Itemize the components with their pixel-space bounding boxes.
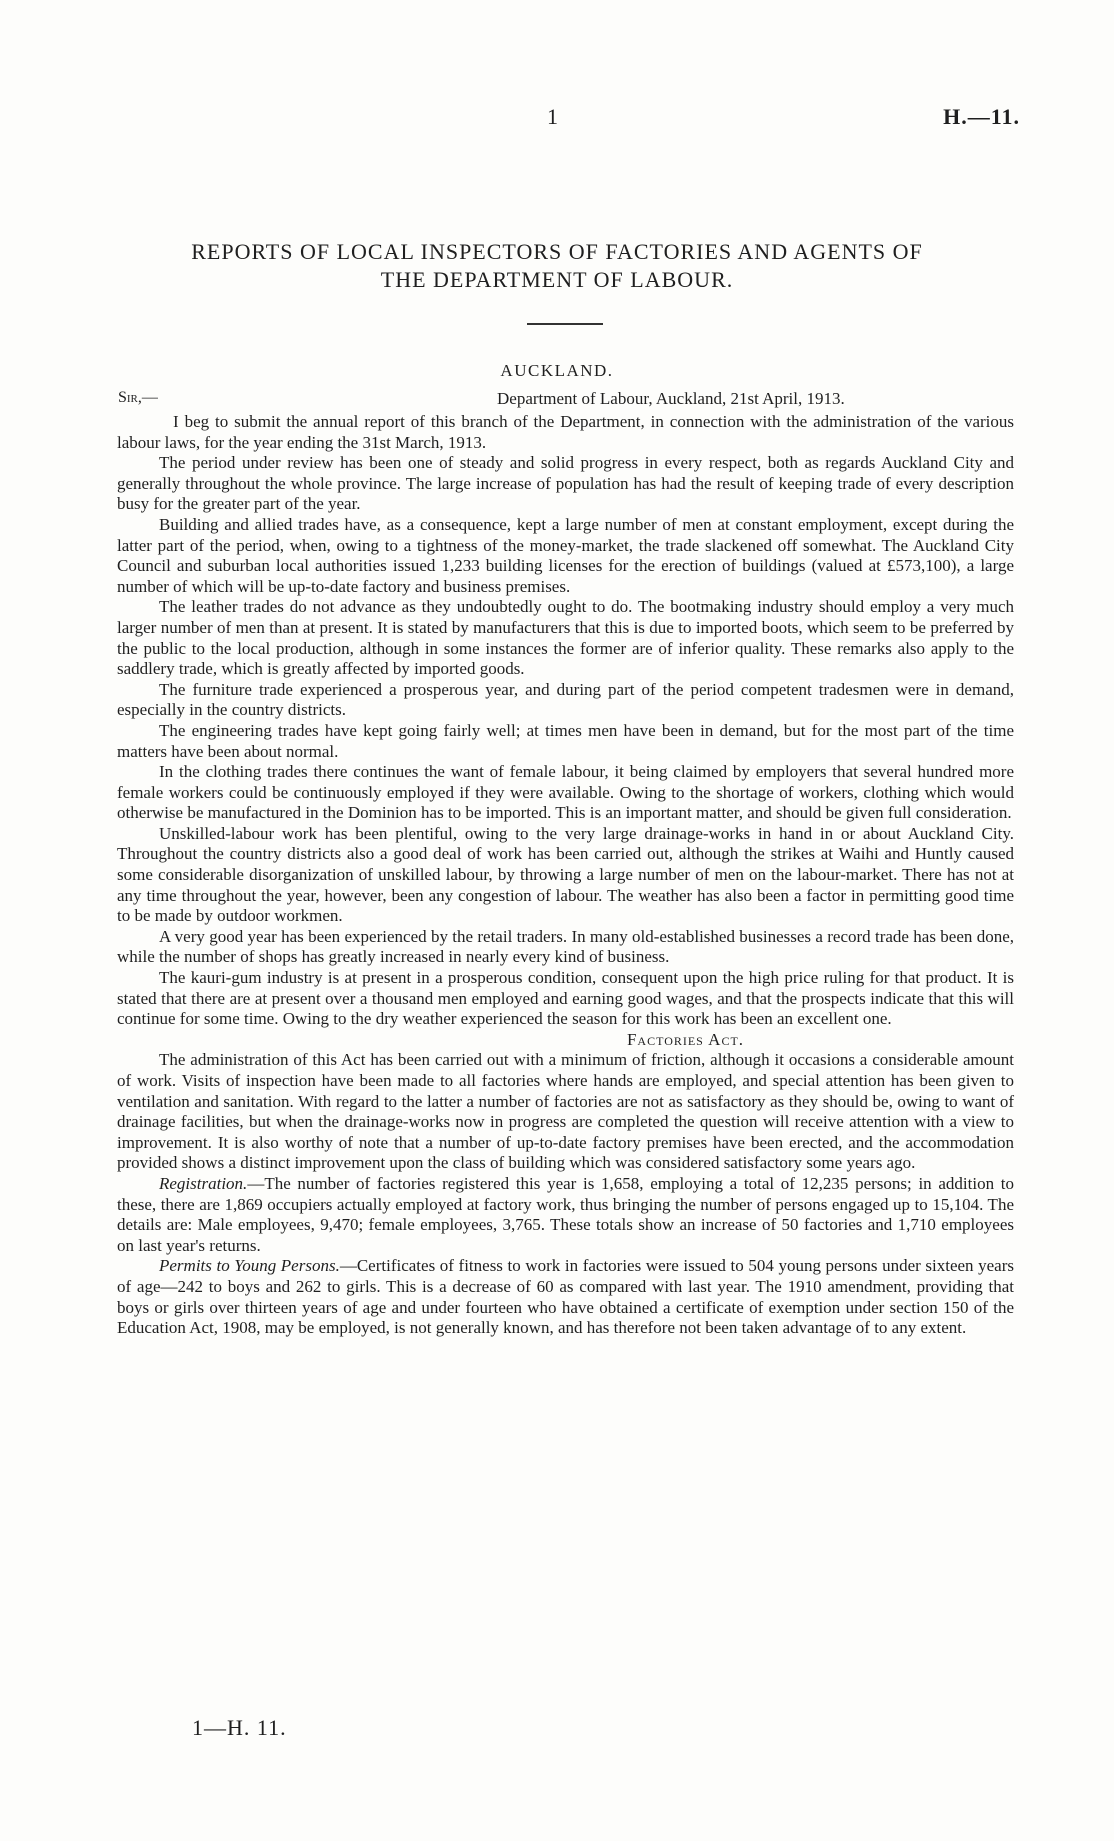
permits-label: Permits to Young Persons. bbox=[159, 1256, 340, 1276]
paragraph: In the clothing trades there continues the want of female labour, it being claimed by employers that several hundred more female workers could be continuously employed if they were available. Owing to the shortage of workers, clothing which would otherwise be manufactured in the Dominion has to be imported. This is an important matter, and should be given full consideration. bbox=[117, 762, 1014, 823]
permits-text: —Certificates of fitness to work in factories were issued to 504 young persons under sixteen years of age—242 to boys and 262 to girls. This is a decrease of 60 as compared with last year. The 1910 amendment, providing that boys or girls over thirteen years of age and under fourteen who have obtained a certificate of exemption under section 150 of the Education Act, 1908, may be employed, is not generally known, and has therefore not been taken advantage of to any extent. bbox=[117, 1256, 1015, 1338]
paragraph: Unskilled-labour work has been plentiful, owing to the very large drainage-works in hand in or about Auckland City. Throughout the country districts also a good deal of work has been carried out, although the strikes at Waihi and Huntly caused some considerable disorganization of unskilled labour, by throwing a large number of men on the labour-market. There has not at any time throughout the year, however, been any congestion of labour. The weather has also been a factor in permitting good time to be made by outdoor workmen. bbox=[117, 823, 1014, 926]
permits-paragraph bbox=[117, 1256, 1014, 1338]
registration-label: Registration. bbox=[159, 1173, 248, 1193]
letter-dateline: Department of Labour, Auckland, 21st April, 1913. bbox=[497, 389, 845, 408]
paragraph: The furniture trade experienced a prosperous year, and during part of the period competent tradesmen were in demand, especially in the country districts. bbox=[117, 679, 1014, 720]
report-title bbox=[100, 238, 1014, 294]
paragraph: Building and allied trades have, as a consequence, kept a large number of men at constant employment, except during the latter part of the period, when, owing to a tightness of the money-market, the trade slackened off somewhat. The Auckland City Council and suburban local authorities issued 1,233 building licenses for the erection of buildings (valued at £573,100), a large number of which will be up-to-date factory and business premises. bbox=[117, 514, 1014, 596]
report-title-line-1: REPORTS OF LOCAL INSPECTORS OF FACTORIES AND AGENTS OF bbox=[191, 239, 923, 264]
paragraph: The engineering trades have kept going fairly well; at times men have been in demand, but for the most part of the time matters have been about normal. bbox=[117, 720, 1014, 761]
paragraph: The period under review has been one of steady and solid progress in every respect, both as regards Auckland City and generally throughout the whole province. The large increase of population has had the result of keeping trade of every description busy for the greater part of the year. bbox=[117, 453, 1014, 514]
paragraph: I beg to submit the annual report of this branch of the Department, in connection with the administration of the various labour laws, for the year ending the 31st March, 1913. bbox=[117, 412, 1014, 452]
registration-paragraph bbox=[117, 1174, 1014, 1256]
signature-mark: 1—H. 11. bbox=[192, 1715, 287, 1740]
title-divider bbox=[527, 323, 603, 325]
report-title-line-2: THE DEPARTMENT OF LABOUR. bbox=[380, 267, 734, 292]
paragraph: A very good year has been experienced by the retail traders. In many old-established businesses a record trade has been done, while the number of shops has greatly increased in nearly every kind of business. bbox=[117, 926, 1014, 967]
registration-text: —The number of factories registered this year is 1,658, employing a total of 12,235 persons; in addition to these, there are 1,869 occupiers actually employed at factory work, thus bringing the number of persons engaged up to 15,104. The details are: Male employees, 9,470; female employees, 3,765. These totals show an increase of 50 factories and 1,710 employees on last year's returns. bbox=[117, 1173, 1014, 1255]
paragraph: The kauri-gum industry is at present in a prosperous condition, consequent upon the high price ruling for that product. It is stated that there are at present over a thousand men employed and earning good wages, and that the prospects indicate that this will continue for some time. Owing to the dry weather experienced the season for this work has been an excellent one. bbox=[117, 968, 1014, 1029]
report-body bbox=[117, 412, 1014, 1339]
page-number: 1 bbox=[547, 104, 558, 129]
section-heading: AUCKLAND. bbox=[500, 361, 614, 380]
letter-salutation: Sir,— bbox=[118, 389, 158, 406]
paragraph: The administration of this Act has been carried out with a minimum of friction, although it occasions a considerable amount of work. Visits of inspection have been made to all factories where hands are employed, and special attention has been given to ventilation and sanitation. With regard to the latter a number of factories are not as satisfactory as they should be, owing to want of drainage facilities, but when the drainage-works now in progress are completed the question will receive attention with a view to improvement. It is also worthy of note that a number of up-to-date factory premises have been erected, and the accommodation provided shows a distinct improvement upon the class of building which was considered satisfactory some years ago. bbox=[117, 1050, 1014, 1173]
factories-act-heading: Factories Act. bbox=[626, 1029, 745, 1049]
document-reference: H.—11. bbox=[943, 104, 1020, 129]
paragraph: The leather trades do not advance as they undoubtedly ought to do. The bootmaking industry should employ a very much larger number of men than at present. It is stated by manufacturers that this is due to imported boots, which seem to be preferred by the public to the local production, although in some instances the former are of inferior quality. These remarks also apply to the saddlery trade, which is greatly affected by imported goods. bbox=[117, 597, 1014, 679]
